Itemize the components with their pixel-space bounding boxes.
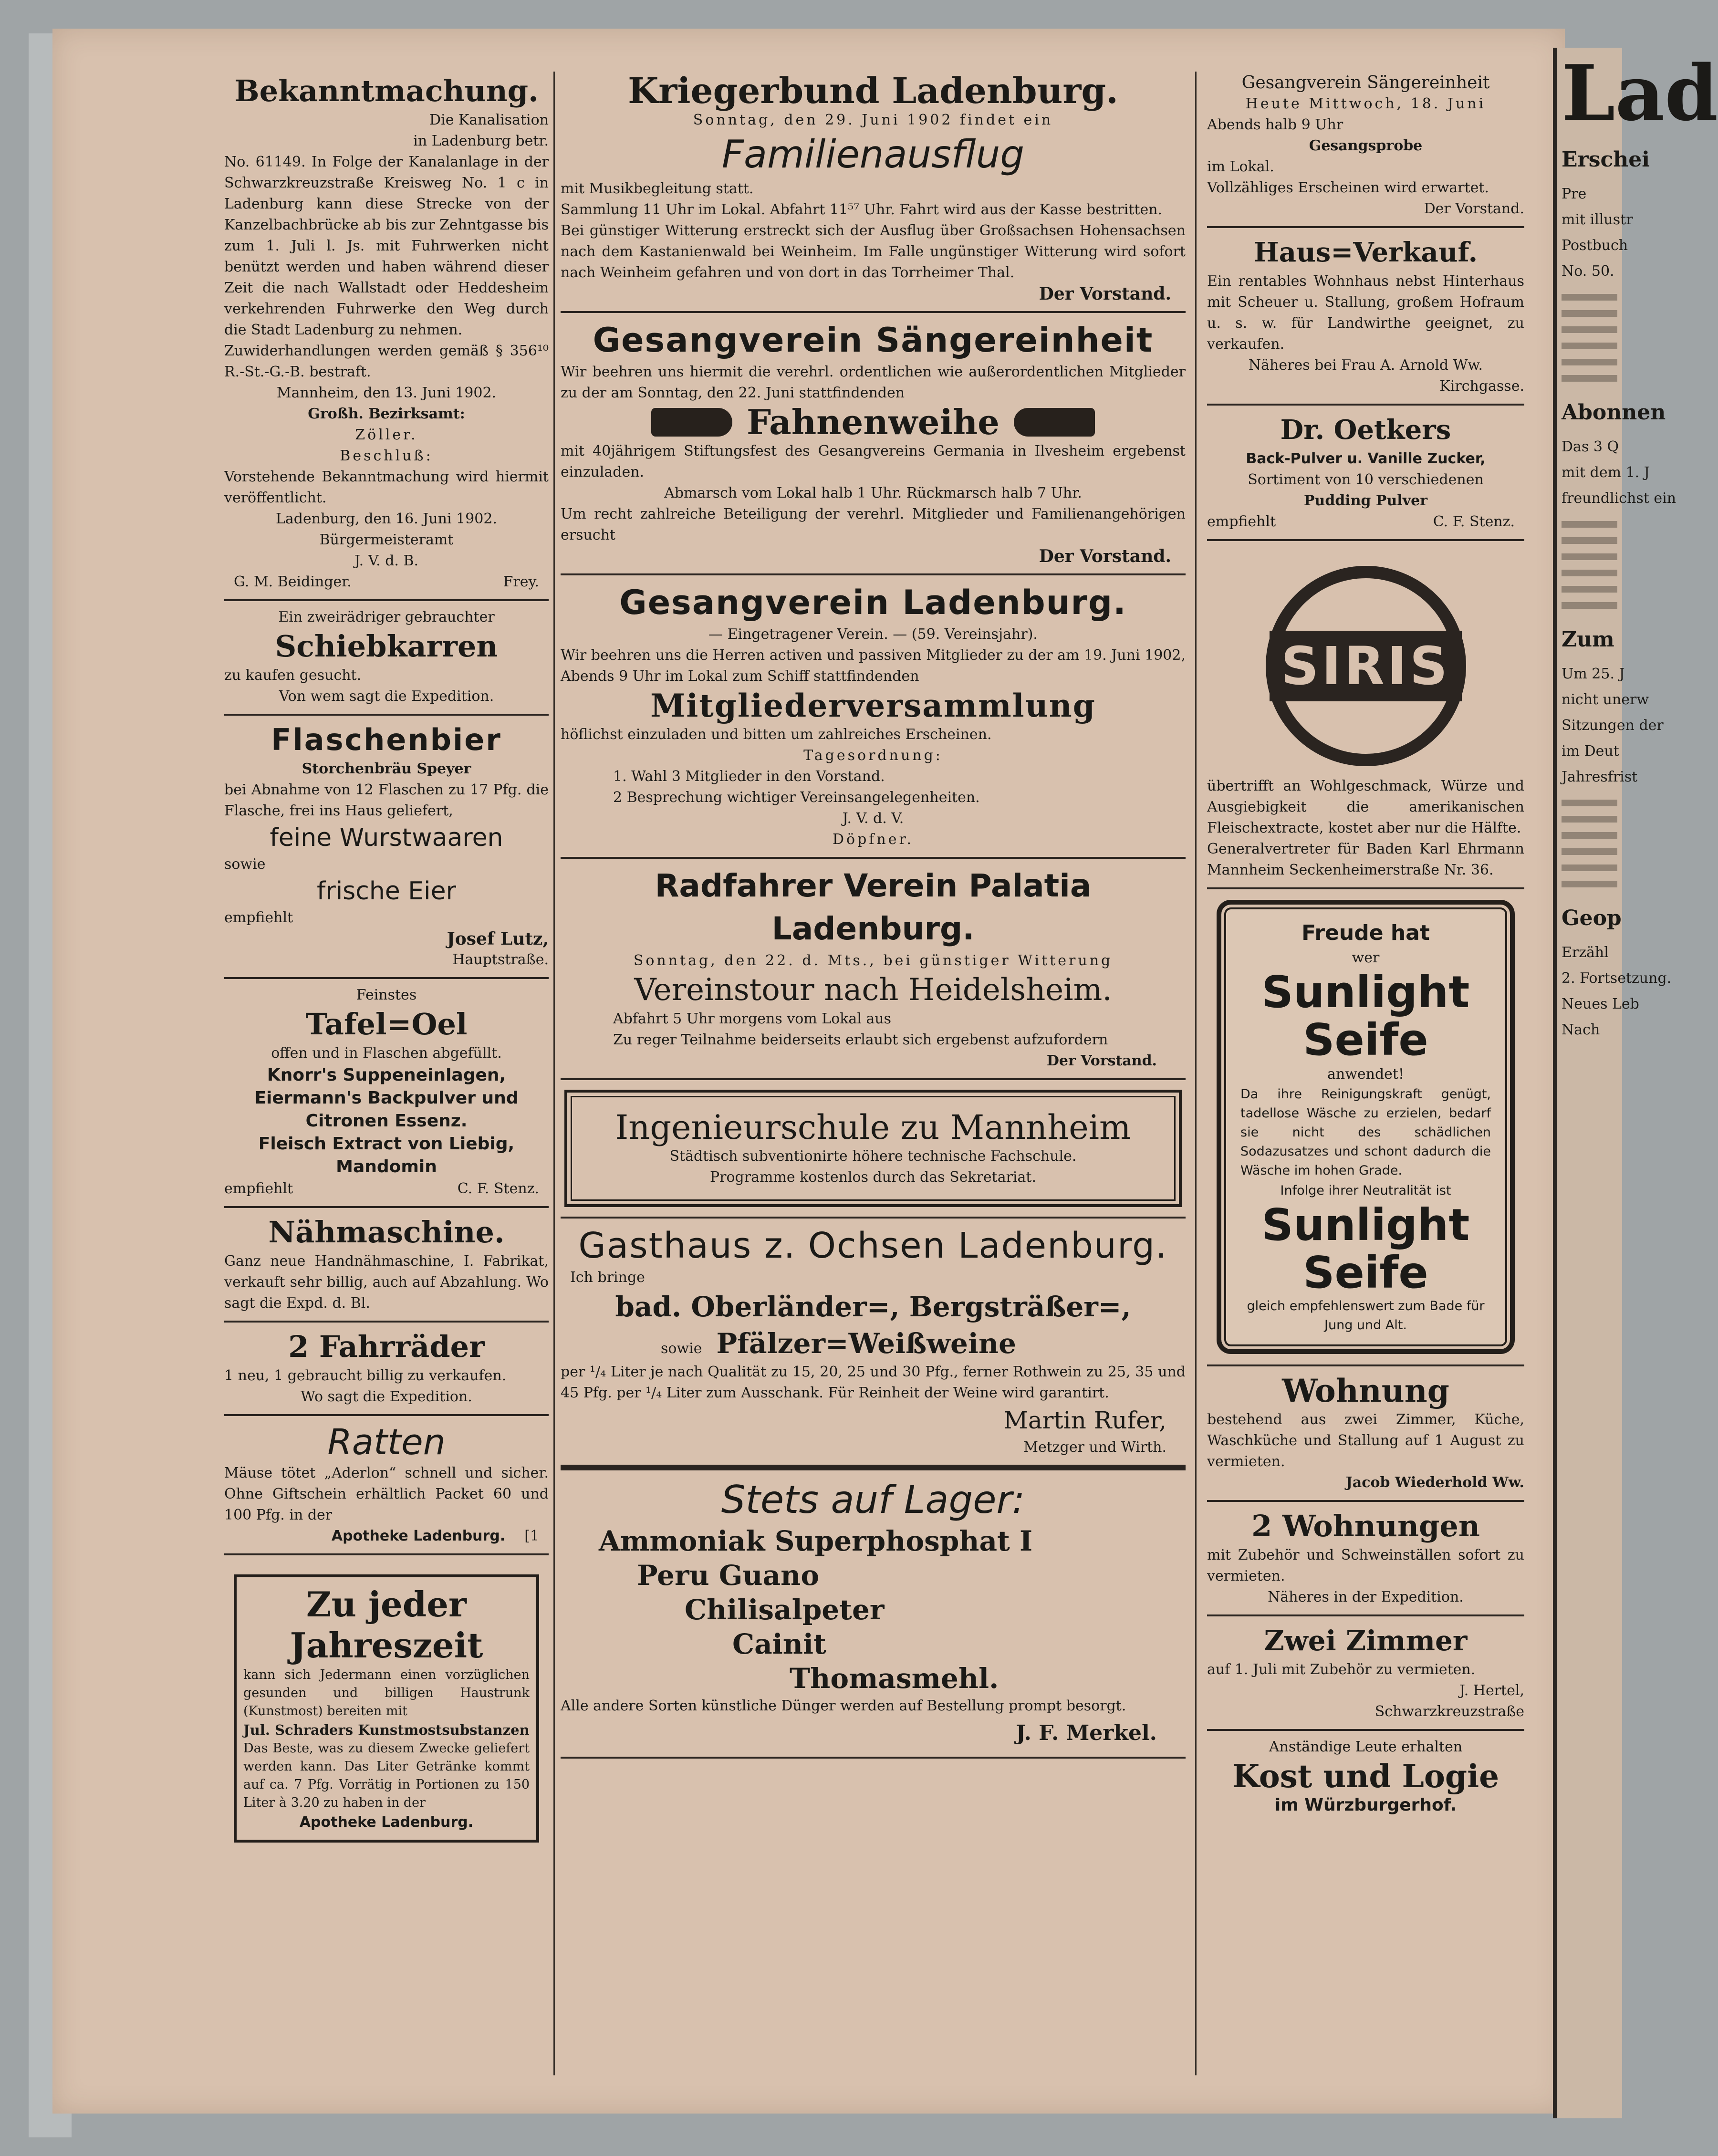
- agenda-item: 1. Wahl 3 Mitglieder in den Vorstand.: [613, 768, 885, 785]
- body-text: Um recht zahlreiche Beteiligung der verehrl. Mitglieder und Familienangehörigen ersucht: [561, 506, 1186, 543]
- adjacent-line: Jahresfrist: [1562, 769, 1638, 785]
- adjacent-text: [1557, 138, 1676, 1043]
- ad-ingenieurschule: [564, 1090, 1182, 1207]
- ref-mark: [1: [524, 1528, 539, 1544]
- pointing-hand-icon: [1014, 408, 1095, 437]
- ad-title: Bekanntmachung.: [234, 73, 539, 108]
- ad-title: Jahreszeit: [290, 1625, 483, 1666]
- body-text: kann sich Jedermann einen vorzüglichen gesunden und billigen Haustrunk (Kunstmost) bereiten mit: [243, 1667, 530, 1719]
- ad-kost-logie: [1207, 1731, 1524, 1823]
- product-line: Chilisalpeter: [685, 1594, 885, 1626]
- headline: Freude hat: [1302, 921, 1430, 945]
- signature: Der Vorstand.: [1424, 200, 1524, 217]
- product-line: Fleisch Extract von Liebig,: [258, 1134, 515, 1154]
- body-text: Städtisch subventionirte höhere technische Fachschule.: [669, 1148, 1077, 1165]
- ad-title: 2 Wohnungen: [1251, 1509, 1480, 1543]
- body-text: Von wem sagt die Expedition.: [279, 688, 494, 705]
- adjacent-line: mit illustr: [1562, 211, 1633, 228]
- adjacent-line: mit dem 1. J: [1562, 464, 1650, 481]
- merchant-name: J. Hertel,: [1459, 1682, 1524, 1699]
- merchant-name: Josef Lutz,: [447, 929, 549, 949]
- ad-hausverkauf: [1207, 228, 1524, 406]
- body-text: Ein rentables Wohnhaus nebst Hinterhaus mit Scheuer u. Stallung, großem Hofraum u. s. w. für Landwirthe geeignet, zu verkaufen.: [1207, 273, 1524, 353]
- ad-bekanntmachung: [224, 67, 549, 601]
- sowie: sowie: [224, 856, 266, 873]
- body-text: Wo sagt die Expedition.: [301, 1388, 472, 1405]
- product-line: Eiermann's Backpulver und: [254, 1088, 519, 1108]
- adjacent-line: Erschei: [1562, 147, 1650, 172]
- vdv-line: J. V. d. V.: [842, 810, 904, 827]
- product-line: Thomasmehl.: [790, 1662, 999, 1695]
- ad-zwei-zimmer: [1207, 1616, 1524, 1731]
- office-line: Großh. Bezirksamt:: [308, 406, 465, 422]
- body-text: Heute Mittwoch, 18. Juni: [1245, 95, 1486, 112]
- body-text: Das Beste, was zu diesem Zwecke geliefert werden kann. Das Liter Getränke kommt auf ca. 7 Pfg. Vorrätig in Portionen zu 150 Liter à 3.20 zu haben in der: [243, 1741, 530, 1810]
- subtitle: — Eingetragener Verein. — (59. Vereinsjahr).: [708, 626, 1038, 643]
- adjacent-line: Erzähl: [1562, 944, 1609, 961]
- ad-siris: [1207, 541, 1524, 889]
- decision-heading: Beschluß:: [340, 448, 433, 464]
- brand-line: Storchenbräu Speyer: [302, 760, 471, 777]
- text-filler: [1562, 602, 1617, 609]
- product-line: Mandomin: [336, 1157, 437, 1177]
- wine-line: bad. Oberländer=, Bergsträßer=,: [615, 1291, 1131, 1323]
- empfiehlt: empfiehlt: [224, 1180, 293, 1197]
- body-text: anwendet!: [1327, 1066, 1405, 1083]
- ad-title: 2 Fahrräder: [288, 1329, 485, 1364]
- pre-line: Ein zweirädriger gebrauchter: [278, 609, 495, 625]
- signature: Döpfner.: [832, 831, 914, 848]
- body-text: Ganz neue Handnähmaschine, I. Fabrikat, verkauft sehr billig, auch auf Abzahlung. Wo sagt die Expd. d. Bl.: [224, 1253, 549, 1312]
- ad-title: Gesangverein Sängereinheit: [593, 321, 1154, 360]
- body-text: Programme kostenlos durch das Sekretariat.: [709, 1169, 1037, 1186]
- body-text: Zu reger Teilnahme beiderseits erlaubt sich ergebenst aufzufordern: [613, 1031, 1108, 1048]
- event-title: Fahnenweihe: [747, 402, 1000, 442]
- text-filler: [1562, 310, 1617, 317]
- signature-row: [224, 1526, 549, 1547]
- adjacent-line: im Deut: [1562, 743, 1619, 760]
- headline: wer: [1352, 949, 1380, 966]
- ad-schiebkarren: [224, 601, 549, 716]
- adjacent-line: freundlichst ein: [1562, 490, 1676, 507]
- adjacent-line: Abonnen: [1562, 400, 1666, 425]
- column-right: [1207, 67, 1524, 1823]
- merchant-name: Martin Rufer,: [1003, 1406, 1166, 1434]
- brand-name: Sunlight: [1261, 967, 1470, 1018]
- subject-line: Die Kanalisation: [429, 112, 549, 128]
- item-line: feine Wurstwaaren: [270, 823, 503, 852]
- ad-naehmaschine: [224, 1208, 549, 1323]
- ad-title: Nähmaschine.: [268, 1215, 505, 1250]
- body-text: Abends halb 9 Uhr: [1207, 116, 1343, 133]
- info-line: Näheres bei Frau A. Arnold Ww.: [1248, 357, 1483, 374]
- body-text: Da ihre Reinigungskraft genügt, tadellose Wäsche zu erzielen, bedarf sie nicht des schädlichen Sodazusatzes und schont dadurch die Wäsche im hohen Grade.: [1240, 1087, 1491, 1178]
- body-text: Wir beehren uns die Herren activen und passiven Mitglieder zu der am 19. Juni 1902, Abends 9 Uhr im Lokal zum Schiff stattfindenden: [561, 647, 1186, 685]
- ad-fahrraeder: [224, 1323, 549, 1416]
- ad-jahreszeit: [234, 1574, 539, 1843]
- ad-title: Gesangverein Sängereinheit: [1241, 73, 1490, 93]
- merchant-name: Apotheke Ladenburg.: [299, 1814, 474, 1831]
- adjacent-line: Postbuch: [1562, 237, 1628, 254]
- event-title: Vereinstour nach Heidelsheim.: [634, 972, 1112, 1008]
- body-text: Sammlung 11 Uhr im Lokal. Abfahrt 11⁵⁷ Uhr. Fahrt wird aus der Kasse bestritten.: [561, 201, 1163, 218]
- adjacent-line: Neues Leb: [1562, 996, 1639, 1012]
- ad-ratten: [224, 1416, 549, 1555]
- body-text: 1 neu, 1 gebraucht billig zu verkaufen.: [224, 1367, 507, 1384]
- ad-title: Gesangverein Ladenburg.: [619, 583, 1127, 622]
- event-row: [561, 404, 1186, 441]
- ad-stets-auf-lager: [561, 1467, 1186, 1759]
- ad-wohnung: [1207, 1364, 1524, 1502]
- adjacent-line: Zum: [1562, 627, 1614, 652]
- ad-tafeloel: [224, 979, 549, 1208]
- body-text: gleich empfehlenswert zum Bade für Jung und Alt.: [1247, 1299, 1485, 1333]
- siris-logo-text: SIRIS: [1270, 631, 1462, 701]
- text-filler: [1562, 570, 1617, 576]
- ad-title: Flaschenbier: [271, 722, 502, 757]
- ad-ochsen: [561, 1217, 1186, 1467]
- text-filler: [1562, 832, 1617, 839]
- brand-name: Seife: [1303, 1247, 1428, 1298]
- signer: Frey.: [503, 573, 539, 590]
- intro: Ich bringe: [570, 1269, 645, 1286]
- column-rule: [1195, 72, 1197, 2075]
- body-text: mit Musikbegleitung statt.: [561, 180, 754, 197]
- signer: G. M. Beidinger.: [234, 573, 352, 590]
- body-text: im Lokal.: [1207, 158, 1274, 175]
- text-filler: [1562, 816, 1617, 823]
- body-text: per ¹/₄ Liter je nach Qualität zu 15, 20, 25 und 30 Pfg., ferner Rothwein zu 25, 35 und 45 Pfg. per ¹/₄ Liter zum Ausschank. Für Reinheit der Weine wird garantirt.: [561, 1364, 1186, 1401]
- sowie: sowie: [661, 1340, 702, 1357]
- masthead-fragment: Lad: [1562, 48, 1718, 138]
- body-text: auf 1. Juli mit Zubehör zu vermieten.: [1207, 1661, 1476, 1678]
- merchant-name: C. F. Stenz.: [1433, 513, 1515, 530]
- ad-title: Wohnung: [1282, 1372, 1449, 1409]
- ad-sunlight: [1217, 900, 1515, 1354]
- ad-title: Stets auf Lager:: [721, 1478, 1025, 1522]
- adjacent-line: Geop: [1562, 906, 1622, 930]
- ad-title: Zwei Zimmer: [1264, 1625, 1468, 1657]
- ad-radfahrer: [561, 859, 1186, 1080]
- signature: Der Vorstand.: [1046, 1052, 1157, 1069]
- adjacent-line: Pre: [1562, 186, 1587, 202]
- text-filler: [1562, 586, 1617, 593]
- ad-title: Ingenieurschule zu Mannheim: [615, 1108, 1131, 1147]
- merchant-role: Metzger und Wirth.: [1023, 1439, 1166, 1456]
- body-text: übertrifft an Wohlgeschmack, Würze und Ausgiebigkeit die amerikanischen Fleischextracte, kostet aber nur die Hälfte.: [1207, 778, 1524, 836]
- adjacent-line: Sitzungen der: [1562, 717, 1664, 734]
- body-text: Bei günstiger Witterung erstreckt sich der Ausflug über Großsachsen Hohensachsen nach dem Kastanienwald bei Weinheim. Im Falle ungünstiger Witterung wird sofort nach Weinheim gefahren und von dort in das Torrheimer Thal.: [561, 222, 1186, 281]
- adjacent-line: No. 50.: [1562, 263, 1614, 280]
- subject-line: in Ladenburg betr.: [413, 133, 549, 149]
- body-text: mit Zubehör und Schweinställen sofort zu vermieten.: [1207, 1547, 1524, 1584]
- text-filler: [1562, 881, 1617, 887]
- merchant-name: C. F. Stenz.: [457, 1180, 539, 1197]
- pre-line: Anständige Leute erhalten: [1269, 1739, 1463, 1755]
- text-filler: [1562, 326, 1617, 333]
- body-text: Sonntag, den 29. Juni 1902 findet ein: [693, 112, 1053, 128]
- representative: Generalvertreter für Baden Karl Ehrmann Mannheim Seckenheimerstraße Nr. 36.: [1207, 841, 1524, 878]
- text-filler: [1562, 537, 1617, 544]
- ad-saengereinheit-fahnenweihe: [561, 313, 1186, 575]
- vdb-line: J. V. d. B.: [354, 552, 419, 569]
- body-text: bei Abnahme von 12 Flaschen zu 17 Pfg. die Flasche, frei ins Haus geliefert,: [224, 781, 549, 819]
- product-line: Jul. Schraders Kunstmostsubstanzen: [243, 1722, 530, 1738]
- product-line: Citronen Essenz.: [305, 1111, 468, 1131]
- siris-logo: [1266, 566, 1466, 766]
- ad-title: Zu jeder: [306, 1584, 467, 1625]
- ad-title: Gasthaus z. Ochsen Ladenburg.: [578, 1225, 1168, 1266]
- ad-title: Haus=Verkauf.: [1253, 237, 1478, 268]
- brand-name: Seife: [1303, 1014, 1428, 1065]
- text-filler: [1562, 375, 1617, 382]
- signature-row: [224, 1178, 549, 1199]
- empfiehlt: empfiehlt: [224, 909, 293, 926]
- text-filler: [1562, 848, 1617, 855]
- adjacent-line: Nach: [1562, 1021, 1600, 1038]
- text-filler: [1562, 521, 1617, 528]
- signature: Der Vorstand.: [1039, 546, 1171, 566]
- body-text: offen und in Flaschen abgefüllt.: [271, 1045, 502, 1062]
- product-line: Peru Guano: [637, 1559, 820, 1592]
- agenda-title: Tagesordnung:: [803, 747, 943, 764]
- ad-title: Tafel=Oel: [305, 1007, 468, 1042]
- ad-title: Ratten: [327, 1422, 446, 1463]
- text-filler: [1562, 294, 1617, 301]
- date-line: Ladenburg, den 16. Juni 1902.: [276, 510, 497, 527]
- product-line: Back-Pulver u. Vanille Zucker,: [1246, 450, 1486, 467]
- body-text: bestehend aus zwei Zimmer, Küche, Waschküche und Stallung auf 1 August zu vermieten.: [1207, 1411, 1524, 1470]
- signature: J. F. Merkel.: [1016, 1721, 1157, 1745]
- column-rule: [553, 72, 555, 2075]
- body-text: Infolge ihrer Neutralität ist: [1280, 1183, 1451, 1198]
- body-text: Alle andere Sorten künstliche Dünger werden auf Bestellung prompt besorgt.: [561, 1698, 1126, 1714]
- body-text: Abfahrt 5 Uhr morgens vom Lokal aus: [613, 1010, 892, 1027]
- merchant-name: Apotheke Ladenburg.: [331, 1528, 506, 1544]
- product-line: Pudding Pulver: [1303, 492, 1428, 509]
- adjacent-line: Das 3 Q: [1562, 438, 1619, 455]
- empfiehlt: empfiehlt: [1207, 513, 1276, 530]
- product-line: Ammoniak Superphosphat I: [599, 1525, 1033, 1557]
- body-text: Vollzähliges Erscheinen wird erwartet.: [1207, 179, 1489, 196]
- signer: Zöller.: [355, 427, 418, 443]
- ad-oetker: [1207, 406, 1524, 541]
- agenda-item: 2 Besprechung wichtiger Vereinsangelegenheiten.: [613, 789, 980, 806]
- body-text: mit 40jährigem Stiftungsfest des Gesangvereins Germania in Ilvesheim ergebenst einzuladen.: [561, 443, 1186, 480]
- info-line: Näheres in der Expedition.: [1268, 1589, 1464, 1605]
- merchant-street: Hauptstraße.: [452, 951, 549, 968]
- body-text: zu kaufen gesucht.: [224, 667, 362, 684]
- wine-line: Pfälzer=Weißweine: [716, 1327, 1016, 1360]
- adjacent-line: Um 25. J: [1562, 666, 1625, 682]
- ad-gesangsprobe: [1207, 67, 1524, 228]
- body-text: höflichst einzuladen und bitten um zahlreiches Erscheinen.: [561, 726, 992, 743]
- column-left: [224, 67, 549, 1851]
- product-line: Knorr's Suppeneinlagen,: [267, 1065, 506, 1085]
- signature-row: [1207, 511, 1524, 532]
- text-filler: [1562, 553, 1617, 560]
- body-text: Sonntag, den 22. d. Mts., bei günstiger Witterung: [633, 952, 1113, 969]
- place-line: im Würzburgerhof.: [1274, 1795, 1457, 1815]
- street-line: Schwarzkreuzstraße: [1374, 1703, 1524, 1720]
- adjacent-page: [1553, 48, 1718, 2118]
- body-text: No. 61149. In Folge der Kanalanlage in der Schwarzkreuzstraße Kreisweg No. 1 c in Ladenburg kann diese Strecke von der Kanzelbachbrücke ab bis zur Zehntgasse bis zum 1. Juli l. Js. mit Fuhrwerken nicht benützt werden und haben während dieser Zeit die nach Wallstadt oder Heddesheim verkehrenden Fuhrwerke den Weg durch die Stadt Ladenburg zu nehmen.: [224, 154, 549, 338]
- body-text: Abmarsch vom Lokal halb 1 Uhr. Rückmarsch halb 7 Uhr.: [664, 485, 1082, 501]
- body-text: Mäuse tötet „Aderlon“ schnell und sicher. Ohne Giftschein erhältlich Packet 60 und 100 Pfg. in der: [224, 1465, 549, 1523]
- decision-text: Vorstehende Bekanntmachung wird hiermit veröffentlicht.: [224, 469, 549, 506]
- event-title: Familienausflug: [721, 132, 1025, 177]
- signature: Der Vorstand.: [1039, 284, 1171, 304]
- penalty-text: Zuwiderhandlungen werden gemäß § 356¹⁰ R.-St.-G.-B. bestraft.: [224, 343, 549, 380]
- street-line: Kirchgasse.: [1439, 378, 1524, 395]
- event-title: Mitgliederversammlung: [650, 687, 1096, 724]
- event-title: Gesangsprobe: [1309, 137, 1423, 154]
- ad-title: Dr. Oetkers: [1280, 414, 1451, 446]
- office-line: Bürgermeisteramt: [319, 531, 454, 548]
- item-line: frische Eier: [317, 877, 456, 906]
- ad-2-wohnungen: [1207, 1502, 1524, 1616]
- ad-flaschenbier: [224, 716, 549, 979]
- merchant-name: Jacob Wiederhold Ww.: [1345, 1474, 1524, 1491]
- product-line: Cainit: [732, 1628, 826, 1660]
- text-filler: [1562, 864, 1617, 871]
- ad-title: Radfahrer Verein Palatia Ladenburg.: [655, 867, 1092, 947]
- adjacent-line: 2. Fortsetzung.: [1562, 970, 1672, 987]
- body-text: Wir beehren uns hiermit die verehrl. ordentlichen wie außerordentlichen Mitglieder zu der am Sonntag, den 22. Juni stattfindenden: [561, 364, 1186, 401]
- text-filler: [1562, 800, 1617, 806]
- brand-name: Sunlight: [1261, 1199, 1470, 1250]
- ad-title: Kriegerbund Ladenburg.: [628, 71, 1118, 112]
- ad-kriegerbund: [561, 67, 1186, 313]
- body-text: Sortiment von 10 verschiedenen: [1248, 471, 1484, 488]
- ad-title: Kost und Logie: [1232, 1758, 1499, 1795]
- text-filler: [1562, 343, 1617, 349]
- wine-row: [561, 1325, 1186, 1362]
- adjacent-line: nicht unerw: [1562, 691, 1649, 708]
- date-line: Mannheim, den 13. Juni 1902.: [276, 385, 497, 401]
- text-filler: [1562, 359, 1617, 365]
- column-middle: [561, 67, 1186, 1759]
- pointing-hand-icon: [651, 408, 732, 437]
- pre-line: Feinstes: [356, 987, 417, 1003]
- signature-row: [224, 572, 549, 593]
- ad-gesangverein-ladenburg: [561, 575, 1186, 859]
- ad-title: Schiebkarren: [275, 629, 498, 664]
